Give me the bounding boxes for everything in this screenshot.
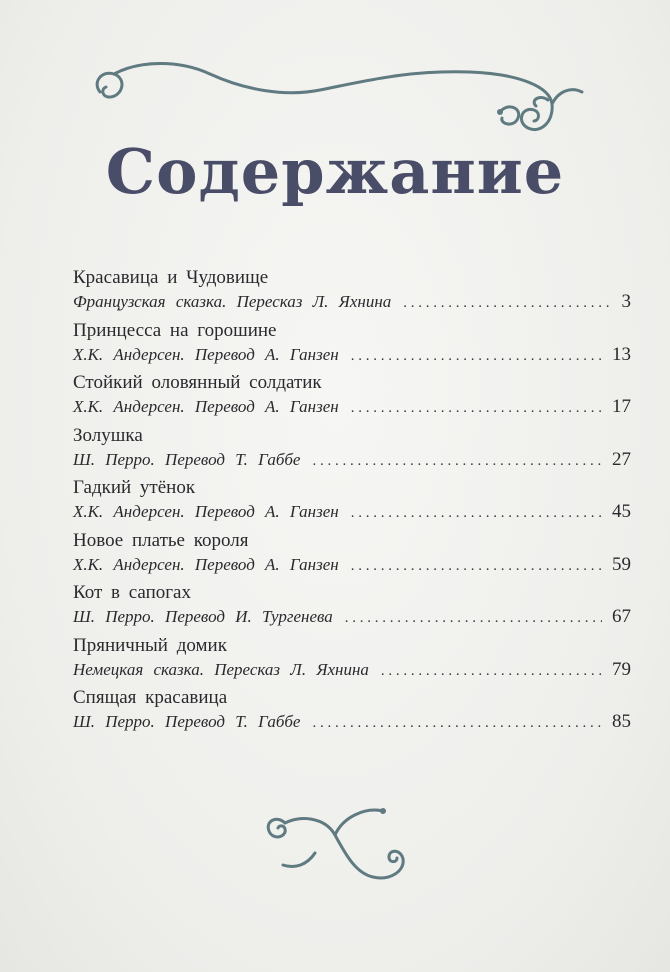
- entry-line: [73, 658, 631, 682]
- entry-line: [73, 605, 631, 629]
- entry-author: Ш. Перро. Перевод Т. Габбе: [73, 712, 301, 731]
- entry-page-number: 45: [612, 501, 631, 522]
- entry-line: [73, 500, 631, 524]
- entry-title: Принцесса на горошине: [73, 319, 277, 341]
- entry-title: Спящая красавица: [73, 687, 228, 708]
- entry-title: Стойкий оловянный солдатик: [73, 372, 322, 393]
- dot-leader: [351, 396, 602, 420]
- entry-line: [73, 395, 631, 419]
- dot-leader: [351, 501, 602, 525]
- entry-line: [73, 553, 631, 577]
- toc-entry[interactable]: [73, 266, 631, 319]
- entry-line: [73, 290, 631, 314]
- dot-leader: [351, 554, 602, 578]
- entry-page-number: 59: [612, 553, 631, 575]
- entry-line: [73, 343, 631, 367]
- entry-author: Х.К. Андерсен. Перевод А. Ганзен: [73, 397, 339, 416]
- entry-page-number: 3: [621, 291, 631, 312]
- dot-leader: [312, 711, 602, 735]
- entry-title: Красавица и Чудовище: [73, 267, 269, 288]
- entry-page-number: 17: [612, 396, 631, 417]
- toc-entry[interactable]: [73, 686, 631, 739]
- toc-entry[interactable]: [73, 424, 631, 477]
- dot-leader: [345, 606, 602, 630]
- page-title: Содержание: [105, 135, 565, 208]
- entry-line: [73, 710, 631, 734]
- entry-author: Х.К. Андерсен. Перевод А. Ганзен: [73, 554, 339, 574]
- toc-entry[interactable]: [73, 634, 631, 687]
- entry-line: [73, 448, 631, 472]
- table-of-contents: [73, 266, 631, 739]
- entry-title: Пряничный домик: [73, 634, 227, 656]
- entry-title: Новое платье короля: [73, 529, 249, 551]
- toc-entry[interactable]: [73, 529, 631, 582]
- entry-author: Ш. Перро. Перевод И. Тургенева: [73, 607, 333, 626]
- entry-title: Гадкий утёнок: [73, 477, 196, 498]
- flourish-bottom-icon: [255, 795, 420, 890]
- entry-page-number: 27: [612, 448, 631, 470]
- toc-entry[interactable]: [73, 319, 631, 372]
- dot-leader: [381, 659, 602, 683]
- toc-entry[interactable]: [73, 581, 631, 634]
- toc-entry[interactable]: [73, 371, 631, 424]
- entry-title: Кот в сапогах: [73, 582, 191, 603]
- entry-page-number: 79: [612, 658, 631, 680]
- entry-author: Французская сказка. Пересказ Л. Яхнина: [73, 292, 392, 311]
- entry-title: Золушка: [73, 424, 143, 446]
- entry-author: Х.К. Андерсен. Перевод А. Ганзен: [73, 344, 339, 364]
- entry-author: Немецкая сказка. Пересказ Л. Яхнина: [73, 659, 369, 679]
- dot-leader: [351, 344, 602, 368]
- entry-page-number: 85: [612, 711, 631, 732]
- entry-page-number: 13: [612, 343, 631, 365]
- entry-page-number: 67: [612, 606, 631, 627]
- dot-leader: [312, 449, 602, 473]
- entry-author: Ш. Перро. Перевод Т. Габбе: [73, 449, 301, 469]
- dot-leader: [403, 291, 611, 315]
- entry-author: Х.К. Андерсен. Перевод А. Ганзен: [73, 502, 339, 521]
- toc-entry[interactable]: [73, 476, 631, 529]
